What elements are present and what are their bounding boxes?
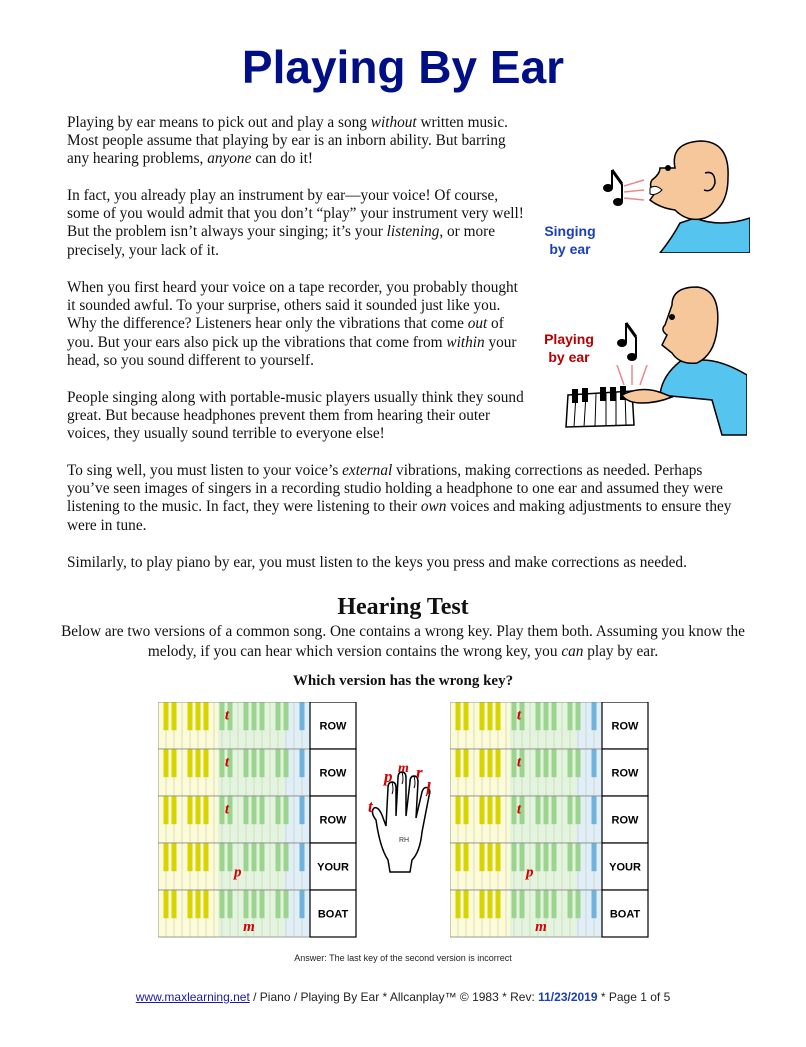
keyboard-chart-version-2 bbox=[450, 702, 650, 940]
hearing-test-title: Hearing Test bbox=[337, 594, 469, 620]
answer-note: Answer: The last key of the second version is incorrect bbox=[294, 953, 512, 963]
lyric-label: YOUR bbox=[317, 861, 349, 874]
lyric-label: YOUR bbox=[609, 861, 641, 874]
finger-label: m bbox=[243, 918, 255, 935]
keyboard-row bbox=[450, 702, 648, 749]
finger-label: t bbox=[224, 801, 230, 818]
finger-label: t bbox=[224, 707, 230, 724]
hand-label: RH bbox=[399, 837, 410, 844]
hearing-test-description: Below are two versions of a common song. One contains a wrong key. Play them both. Assuming you know the melody, if you can hear which version contains the wrong key, you can play by ear. bbox=[61, 623, 745, 660]
intro-paragraph-4: People singing along with portable-music players usually think they sound great. But because headphones prevent them from hearing their outer voices, they usually sound terrible to everyone else! bbox=[67, 389, 524, 443]
hand-finger-label: l bbox=[426, 779, 431, 798]
piano-player-illustration bbox=[562, 285, 747, 440]
intro-paragraph-5: To sing well, you must listen to your voice’s external vibrations, making corrections as needed. Perhaps you’ve seen images of singers in a recording studio holding a headphone to one ear and assumed they were listening to the music. In fact, they were listening to their own voices and making adjustments to ensure they were in tune. bbox=[67, 462, 732, 534]
playing-caption-line-1: Playing bbox=[544, 331, 594, 347]
hand-finger-label: p bbox=[384, 767, 393, 786]
keyboard-row bbox=[158, 749, 356, 796]
hearing-test-question: Which version has the wrong key? bbox=[292, 673, 514, 689]
lyric-label: ROW bbox=[611, 814, 639, 827]
keyboard-row bbox=[450, 843, 648, 890]
singing-caption bbox=[538, 222, 602, 258]
keyboard-row bbox=[158, 890, 356, 937]
intro-paragraph-2: In fact, you already play an instrument by ear—your voice! Of course, some of you would admit that you don’t “play” your instrument very well! But the problem isn’t always your singing; it’s your listening, or more precisely, your lack of it. bbox=[67, 187, 524, 259]
music-note-icon bbox=[603, 170, 623, 206]
singing-caption-line-2: by ear bbox=[549, 241, 591, 257]
lyric-label: ROW bbox=[319, 767, 347, 780]
finger-label: t bbox=[516, 754, 522, 771]
finger-label: p bbox=[234, 864, 242, 881]
footer: www.maxlearning.net / Piano / Playing By Ear * Allcanplay™ © 1983 * Rev: 11/23/2019 * Page 1 of 5 bbox=[135, 990, 671, 1004]
footer-link[interactable]: www.maxlearning.net bbox=[135, 990, 250, 1004]
finger-label: t bbox=[516, 801, 522, 818]
hand-finger-label: r bbox=[416, 763, 423, 782]
finger-label: t bbox=[516, 707, 522, 724]
right-hand-diagram bbox=[362, 760, 442, 880]
page-title: Playing By Ear bbox=[241, 41, 565, 93]
intro-paragraph-6: Similarly, to play piano by ear, you must listen to the keys you press and make corrections as needed. bbox=[67, 554, 687, 571]
keyboard-row bbox=[158, 702, 356, 749]
finger-label: p bbox=[526, 864, 534, 881]
lyric-label: ROW bbox=[611, 720, 639, 733]
keyboard-row bbox=[158, 843, 356, 890]
keyboard-row bbox=[450, 749, 648, 796]
lyric-label: ROW bbox=[611, 767, 639, 780]
finger-label: t bbox=[224, 754, 230, 771]
hand-finger-label: m bbox=[398, 761, 409, 776]
intro-paragraph-1: Playing by ear means to pick out and play a song without written music. Most people assume that playing by ear is an inborn ability. But barring any hearing problems, anyone can do it! bbox=[67, 114, 508, 168]
intro-paragraph-3: When you first heard your voice on a tape recorder, you probably thought it sounded awful. To your surprise, others said it sounded just like you. Why the difference? Listeners hear only the vibrations that come out of you. But your ears also pick up the vibrations that come from within your head, so you sound different to yourself. bbox=[67, 279, 518, 369]
keyboard-chart-version-1 bbox=[158, 702, 358, 940]
lyric-label: ROW bbox=[319, 814, 347, 827]
lyric-label: ROW bbox=[319, 720, 347, 733]
music-note-icon bbox=[617, 323, 637, 361]
playing-caption-line-2: by ear bbox=[548, 349, 590, 365]
keyboard-row bbox=[450, 796, 648, 843]
keyboard-row bbox=[450, 890, 648, 937]
finger-label: m bbox=[535, 918, 547, 935]
hand-finger-label: t bbox=[368, 797, 373, 816]
singing-man-illustration bbox=[600, 138, 750, 253]
singing-caption-line-1: Singing bbox=[544, 223, 596, 239]
lyric-label: BOAT bbox=[317, 908, 349, 921]
lyric-label: BOAT bbox=[609, 908, 641, 921]
keyboard-row bbox=[158, 796, 356, 843]
